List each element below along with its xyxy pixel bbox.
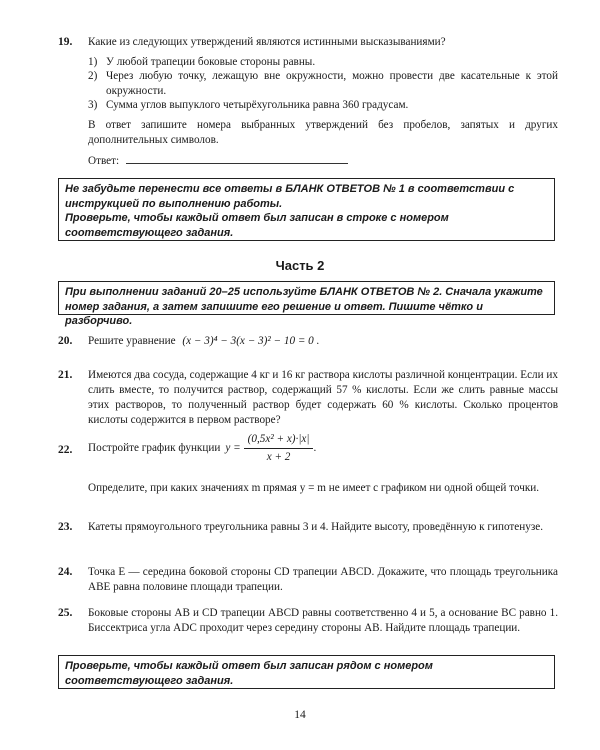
q19-item-1 (88, 55, 558, 70)
page-number: 14 (294, 709, 306, 721)
q20-line (88, 334, 319, 349)
q20-text: Решите уравнение (88, 335, 176, 347)
q22-fraction (244, 432, 317, 465)
q19-item-2-num: 2) (88, 70, 98, 82)
q22-followup: Определите, при каких значениях m прямая y = m не имеет с графиком ни одной общей точки. (88, 482, 540, 494)
notice1-line2: Проверьте, чтобы каждый ответ был записан в строке с номером соответствующего задания. (65, 212, 449, 239)
q19-item-3-text: Сумма углов выпуклого четырёхугольника равна 360 градусам. (106, 99, 409, 111)
part2-title: Часть 2 (275, 258, 325, 273)
q22-denominator: x + 2 (266, 450, 291, 463)
q22-text: Постройте график функции (88, 441, 221, 454)
q19-item-2 (88, 69, 558, 97)
q19-text: Какие из следующих утверждений являются истинными высказываниями? (88, 36, 446, 48)
q24-number: 24. (58, 566, 73, 578)
q19-item-3-num: 3) (88, 99, 98, 111)
notice2-text: Проверьте, чтобы каждый ответ был записан рядом с номером соответствующего задания. (65, 660, 433, 687)
q25-text: Боковые стороны AB и CD трапеции ABCD равны соответственно 4 и 5, а основание BC равно 1. Биссектриса угла ADC проходит через середину стороны AB. Найдите площадь трапеции. (88, 607, 558, 634)
part2-notice-text: При выполнении заданий 20–25 используйте БЛАНК ОТВЕТОВ № 2. Сначала укажите номер задания, а затем запишите его решение и ответ. Пишите чётко и разборчиво. (65, 286, 543, 327)
q20-equation: (x − 3)⁴ − 3(x − 3)² − 10 = 0 . (182, 335, 320, 347)
q21-text: Имеются два сосуда, содержащие 4 кг и 16 кг раствора кислоты различной концентрации. Если их слить вместе, то получится раствор, содержащий 57 % кислоты. Если же слить равные массы этих растворов, то полученный раствор будет содержать 60 % кислоты. Сколько процентов кислоты содержится в первом растворе? (88, 369, 559, 426)
q25-number: 25. (58, 607, 73, 619)
q19-item-3 (88, 98, 558, 113)
q19-number: 19. (58, 36, 73, 48)
q19-instruction: В ответ запишите номера выбранных утверждений без пробелов, запятых и других дополнительных символов. (88, 119, 558, 146)
q22-line (88, 428, 316, 468)
q23-number: 23. (58, 521, 73, 533)
notice1-line1: Не забудьте перенести все ответы в БЛАНК ОТВЕТОВ № 1 в соответствии с инструкцией по выполнению работы. (65, 183, 515, 210)
answer-label: Ответ: (88, 155, 120, 167)
q19-item-1-num: 1) (88, 56, 98, 68)
q22-number: 22. (58, 444, 73, 456)
q19-item-1-text: У любой трапеции боковые стороны равны. (106, 56, 316, 68)
q19-item-2-text: Через любую точку, лежащую вне окружности, можно провести две касательные к этой окружности. (106, 70, 558, 97)
notice-answer-check (58, 655, 555, 689)
q22-numerator: (0,5x² + x)·|x| (244, 432, 314, 449)
q19-answer (88, 152, 348, 169)
q24-text: Точка E — середина боковой стороны CD трапеции ABCD. Докажите, что площадь треугольника ABE равна половине площади трапеции. (88, 566, 558, 593)
part2-notice (58, 281, 555, 327)
answer-line[interactable] (126, 152, 348, 164)
notice-answer-sheet-1 (58, 178, 555, 241)
q23-text: Катеты прямоугольного треугольника равны 3 и 4. Найдите высоту, проведённую к гипотенузе. (88, 521, 544, 533)
q22-lhs: y = (225, 441, 241, 454)
q22-tail: . (313, 441, 317, 454)
q21-number: 21. (58, 369, 73, 381)
q20-number: 20. (58, 335, 73, 347)
